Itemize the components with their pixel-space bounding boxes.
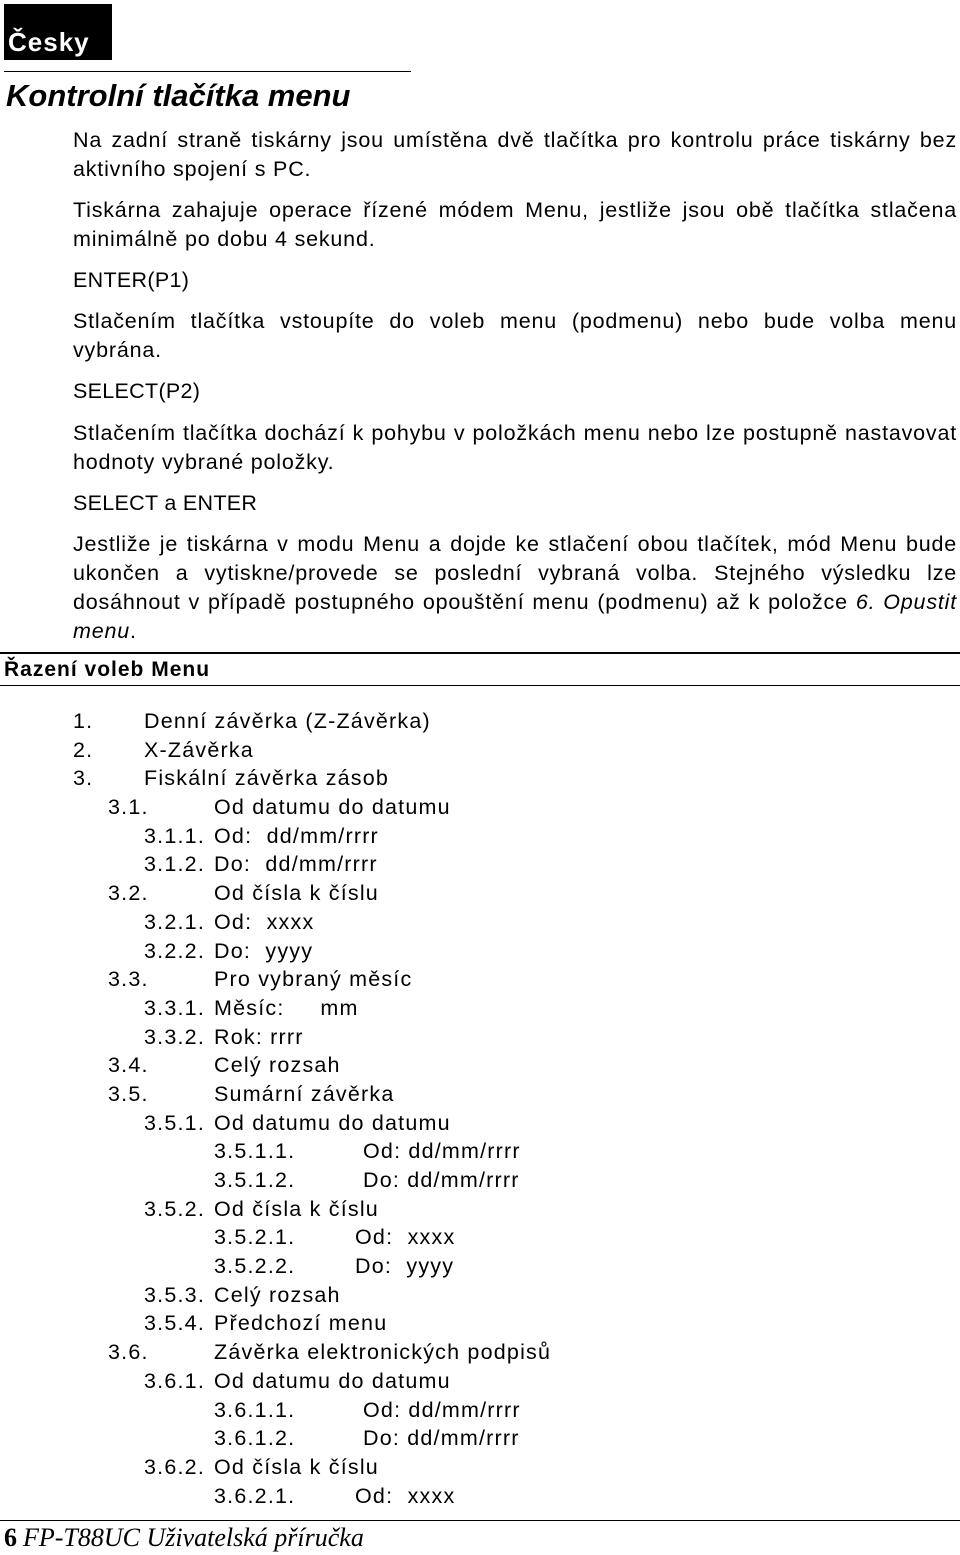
menu-item-number: 3.3.1. <box>144 995 205 1020</box>
menu-list-item <box>0 1338 960 1367</box>
menu-item-label: Od: xxxx <box>355 1225 456 1250</box>
menu-item-number: 3.1.1. <box>144 823 205 848</box>
menu-list-item <box>0 764 960 793</box>
menu-item-label: Měsíc: mm <box>214 995 359 1020</box>
menu-list-item <box>0 736 960 765</box>
menu-item-label: Celý rozsah <box>214 1053 341 1078</box>
menu-item-number: 3.4. <box>108 1053 149 1078</box>
page-footer <box>4 1522 364 1554</box>
enter-button-term: ENTER(P1) <box>73 268 190 292</box>
menu-item-label: Od: xxxx <box>355 1483 456 1508</box>
menu-item-number: 1. <box>73 709 94 733</box>
menu-list-item <box>0 1482 960 1511</box>
menu-list-item <box>0 1424 960 1453</box>
menu-list-item <box>0 1367 960 1396</box>
select-enter-end: . <box>129 619 137 643</box>
menu-item-number: 3.5.2.1. <box>214 1225 296 1250</box>
page-title: Kontrolní tlačítka menu <box>6 78 351 113</box>
menu-item-label: Od datumu do datumu <box>214 795 451 820</box>
select-button-term: SELECT(P2) <box>73 379 201 403</box>
menu-list-item <box>0 1309 960 1338</box>
intro-paragraph-1: Na zadní straně tiskárny jsou umístěna dvě tlačítka pro kontrolu práce tiskárny bez aktivního spojení s PC. <box>73 128 957 181</box>
menu-list-item <box>0 1023 960 1052</box>
menu-item-label: Od: dd/mm/rrrr <box>363 1397 521 1422</box>
menu-list-item <box>0 1195 960 1224</box>
menu-item-number: 3.5.4. <box>144 1311 205 1336</box>
menu-list-item <box>0 1109 960 1138</box>
menu-item-label: Závěrka elektronických podpisů <box>214 1340 552 1365</box>
menu-item-label: Denní závěrka (Z-Závěrka) <box>144 709 431 733</box>
menu-item-number: 2. <box>73 737 94 762</box>
select-button-description: Stlačením tlačítka dochází k pohybu v položkách menu nebo lze postupně nastavovat hodnoty vybrané položky. <box>73 421 957 474</box>
menu-item-number: 3.6.2.1. <box>214 1483 296 1508</box>
manual-title: FP-T88UC Uživatelská příručka <box>23 1523 364 1552</box>
menu-item-number: 3.6. <box>108 1340 149 1365</box>
menu-list-item <box>0 707 960 736</box>
menu-item-number: 3.3. <box>108 967 149 992</box>
menu-item-label: Od čísla k číslu <box>214 881 379 906</box>
menu-item-number: 3.6.1.2. <box>214 1426 296 1451</box>
menu-item-label: Rok: rrrr <box>214 1024 304 1049</box>
menu-item-number: 3.5.2. <box>144 1196 205 1221</box>
menu-list-item <box>0 1137 960 1166</box>
menu-list-item <box>0 1080 960 1109</box>
section-rule-bottom <box>0 685 960 686</box>
language-badge: Česky <box>4 4 112 60</box>
menu-list-item <box>0 1223 960 1252</box>
menu-item-number: 3.5.3. <box>144 1282 205 1307</box>
menu-list-item <box>0 937 960 966</box>
select-enter-description <box>73 530 957 646</box>
menu-list-item <box>0 1051 960 1080</box>
menu-item-label: Celý rozsah <box>214 1282 341 1307</box>
menu-list-item <box>0 994 960 1023</box>
menu-list-item <box>0 1252 960 1281</box>
menu-item-label: Do: dd/mm/rrrr <box>214 852 378 877</box>
menu-item-label: Fiskální závěrka zásob <box>144 766 390 791</box>
menu-item-number: 3.2.2. <box>144 938 205 963</box>
menu-item-label: Od čísla k číslu <box>214 1454 379 1479</box>
menu-item-number: 3.5.2.2. <box>214 1254 296 1279</box>
exit-menu-reference: 6. Opustit menu <box>73 590 957 643</box>
section-rule-top <box>0 652 960 654</box>
menu-section-title: Řazení voleb Menu <box>4 658 211 681</box>
menu-list-item <box>0 1281 960 1310</box>
menu-item-number: 3.2.1. <box>144 909 205 934</box>
menu-item-number: 3.5.1. <box>144 1110 205 1135</box>
menu-list-item <box>0 879 960 908</box>
menu-list-item <box>0 965 960 994</box>
menu-list-item <box>0 1453 960 1482</box>
menu-item-number: 3.1. <box>108 795 149 820</box>
menu-item-number: 3.5.1.2. <box>214 1168 296 1192</box>
menu-item-number: 3.5.1.1. <box>214 1139 296 1164</box>
menu-list-item <box>0 793 960 822</box>
intro-paragraph-2: Tiskárna zahajuje operace řízené módem Menu, jestliže jsou obě tlačítka stlačena minimálně po dobu 4 sekund. <box>73 198 957 251</box>
menu-list-item <box>0 908 960 937</box>
menu-list-item <box>0 850 960 879</box>
menu-list-item <box>0 822 960 851</box>
menu-item-number: 3.3.2. <box>144 1024 205 1049</box>
menu-item-label: Od: xxxx <box>214 909 315 934</box>
menu-item-label: Pro vybraný měsíc <box>214 967 413 992</box>
intro-content <box>73 126 957 646</box>
select-enter-text: Jestliže je tiskárna v modu Menu a dojde ke stlačení obou tlačítek, mód Menu bude ukončen a vytiskne/provede se poslední vybraná volba. Stejného výsledku lze dosáhnout v případě postupného opouštění menu (podmenu) až k položce <box>73 532 957 614</box>
menu-item-label: Od čísla k číslu <box>214 1196 379 1221</box>
menu-item-label: Od: dd/mm/rrrr <box>363 1139 521 1164</box>
menu-item-label: Od: dd/mm/rrrr <box>214 823 379 848</box>
menu-item-number: 3.6.2. <box>144 1454 205 1479</box>
menu-item-label: Do: yyyy <box>355 1254 455 1279</box>
menu-item-label: Do: dd/mm/rrrr <box>363 1168 520 1192</box>
menu-order-list <box>0 707 960 1510</box>
page-number: 6 <box>4 1523 17 1552</box>
menu-item-number: 3.1.2. <box>144 852 205 877</box>
menu-item-label: Do: dd/mm/rrrr <box>363 1426 520 1451</box>
menu-item-number: 3.5. <box>108 1081 149 1106</box>
menu-item-label: Sumární závěrka <box>214 1081 395 1106</box>
menu-item-label: Předchozí menu <box>214 1311 388 1336</box>
menu-item-label: Od datumu do datumu <box>214 1368 451 1393</box>
menu-item-number: 3. <box>73 766 94 791</box>
menu-item-number: 3.6.1. <box>144 1368 205 1393</box>
footer-rule <box>0 1520 960 1521</box>
menu-item-number: 3.6.1.1. <box>214 1397 296 1422</box>
enter-button-description: Stlačením tlačítka vstoupíte do voleb menu (podmenu) nebo bude volba menu vybrána. <box>73 309 957 362</box>
menu-item-label: Do: yyyy <box>214 938 314 963</box>
menu-item-label: Od datumu do datumu <box>214 1110 451 1135</box>
select-enter-term: SELECT a ENTER <box>73 491 258 515</box>
header-rule <box>4 71 411 72</box>
menu-list-item <box>0 1396 960 1425</box>
menu-item-label: X-Závěrka <box>144 737 254 762</box>
menu-list-item <box>0 1166 960 1195</box>
menu-item-number: 3.2. <box>108 881 149 906</box>
